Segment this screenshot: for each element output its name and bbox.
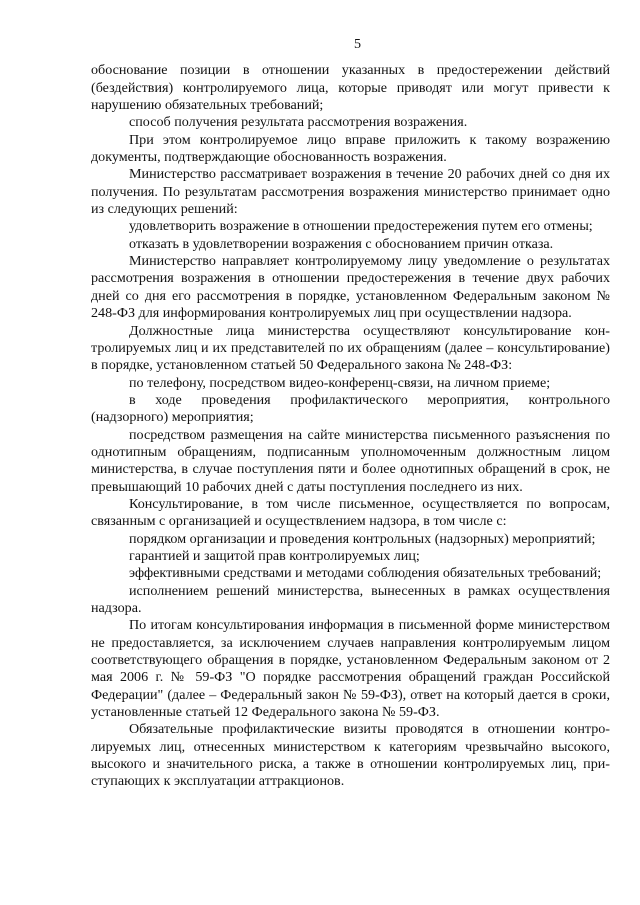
page-number: 5	[353, 36, 362, 52]
paragraph: Обязательные профилактические визиты проводятся в отношении контролируемых лиц, отнесенных министерством к категориям чрезвычайно высокого, высокого и значительного риска, а также в отношении контролируемых лиц, приступающих к эксплуатации аттракционов.	[91, 721, 610, 790]
paragraph: по телефону, посредством видео-конференц-связи, на личном приеме;	[129, 374, 551, 391]
paragraph: Министерство направляет контролируемому лицу уведомление о результатах рассмотрения возражения в отношении предостережения в течение двух рабочих дней со дня его рассмотрения в порядке, установленном Федеральным законом № 248-ФЗ для информирования контролируемых лиц при осуществлении надзора.	[91, 253, 610, 322]
paragraph: порядком организации и проведения контрольных (надзорных) мероприятий;	[129, 530, 596, 547]
paragraph: При этом контролируемое лицо вправе приложить к такому возражению документы, подтверждающие обоснованность возражения.	[91, 131, 610, 166]
paragraph: способ получения результата рассмотрения возражения.	[129, 114, 468, 131]
paragraph: удовлетворить возражение в отношении предостережения путем его отмены;	[129, 218, 593, 235]
paragraph: отказать в удовлетворении возражения с обоснованием причин отказа.	[129, 235, 554, 252]
paragraph: обоснование позиции в отношении указанных в предостережении действий (бездействия) контролируемого лица, которые приводят или могут привести к нарушению обязательных требований;	[91, 62, 610, 114]
paragraph: эффективными средствами и методами соблюдения обязательных требований;	[129, 565, 602, 582]
paragraph: По итогам консультирования информация в письменной форме министерством не предоставляется, за исключением случаев направления контролируемым лицом соответствующего обращения в порядке, установленном Федеральным законом от 2 мая 2006 г. № 59-ФЗ "О порядке рассмотрения обращений граждан Российской Федерации" (далее – Федеральный закон № 59-ФЗ), ответ на который дается в сроки, установленные статьей 12 Федерального закона № 59-ФЗ.	[91, 617, 610, 721]
paragraph: в ходе проведения профилактического мероприятия, контрольного (надзорного) мероприятия;	[91, 391, 610, 426]
paragraph: исполнением решений министерства, вынесенных в рамках осуществления надзора.	[91, 582, 610, 616]
paragraph: Должностные лица министерства осуществляют консультирование контролируемых лиц и их представителей по их обращениям (далее – консультирование) в порядке, установленном статьей 50 Федерального закона № 248-ФЗ:	[91, 322, 610, 374]
paragraph: Министерство рассматривает возражения в течение 20 рабочих дней со дня их получения. По результатам рассмотрения возражения министерство принимает одно из следующих решений:	[91, 166, 610, 218]
paragraph: Консультирование, в том числе письменное, осуществляется по вопросам, связанным с организацией и осуществлением надзора, в том числе с:	[91, 495, 610, 530]
paragraph: посредством размещения на сайте министерства письменного разъяснения по однотипным обращениям, подписанным уполномоченным должностным лицом министерства, в случае поступления пяти и более однотипных обращений в срок, не превышающий 10 рабочих дней с даты поступления последнего из них.	[91, 426, 610, 495]
paragraph: гарантией и защитой прав контролируемых лиц;	[129, 547, 420, 564]
